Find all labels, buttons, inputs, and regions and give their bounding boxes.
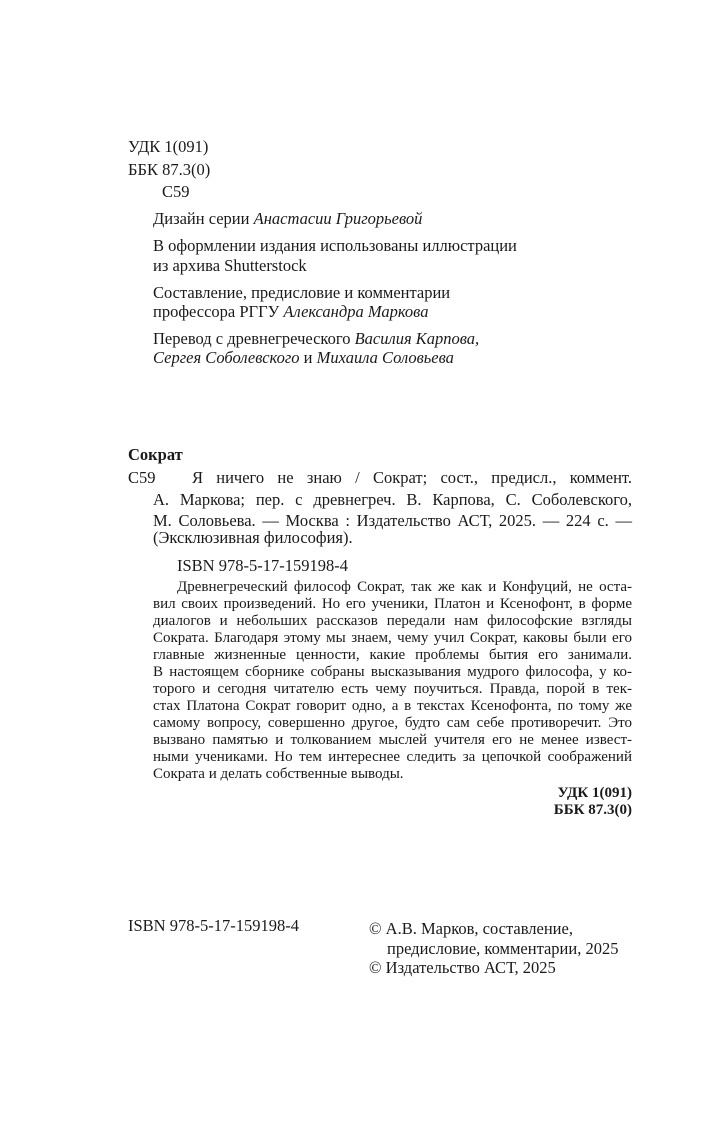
compiled-prefix: профессора РГГУ — [153, 302, 284, 321]
compiled-line-1: Составление, предисловие и комментарии — [153, 283, 451, 302]
catalog-entry-line-1: Я ничего не знаю / Сократ; сост., предисл., коммент. — [192, 468, 632, 487]
compiled-line-2 — [153, 302, 428, 322]
author-sign-header: С59 — [162, 182, 190, 201]
catalog-udk: УДК 1(091) — [557, 785, 632, 801]
design-name: Анастасии Григорьевой — [253, 209, 423, 228]
annotation-line-1: Древнегреческий философ Сократ, так же как и Конфуций, не оста- — [177, 579, 632, 595]
translation-and: и — [299, 348, 317, 367]
annotation-line-9: самому вопросу, совершенно другое, будто сам себе противоречит. Это — [153, 715, 632, 731]
annotation-line-7: торого и сегодня читателю есть чему поучиться. Правда, порой в тек- — [153, 681, 632, 697]
translation-line-1 — [153, 329, 479, 349]
annotation-line-11: ными учениками. Но тем интереснее следить за цепочкой соображений — [153, 749, 632, 765]
bbk-header: ББК 87.3(0) — [128, 160, 211, 179]
catalog-entry-line-3: М. Соловьева. — Москва : Издательство АСТ, 2025. — 224 с. — — [153, 511, 632, 530]
compiler-name: Александра Маркова — [283, 302, 429, 321]
annotation-line-6: В настоящем сборнике собраны высказывания мудрого философа, у ко- — [153, 664, 632, 680]
annotation-line-8: стах Платона Сократ говорит одно, а в текстах Ксенофонта, по тому же — [153, 698, 632, 714]
translation-prefix: Перевод с древнегреческого — [153, 329, 355, 348]
catalog-entry-line-4: (Эксклюзивная философия). — [153, 528, 353, 547]
copyright-compiler-line-1: © А.В. Марков, составление, — [369, 919, 573, 938]
catalog-entry-line-2: А. Маркова; пер. с древнегреч. В. Карпова, С. Соболевского, — [153, 490, 632, 509]
translator-name-2: Сергея Соболевского — [153, 348, 300, 367]
translator-name-3: Михаила Соловьева — [316, 348, 454, 367]
annotation-line-5: главные жизненные ценности, какие проблемы бытия его занимали. — [153, 647, 632, 663]
annotation-line-2: вил своих произведений. Но его ученики, Платон и Ксенофонт, в форме — [153, 596, 632, 612]
catalog-heading: Сократ — [128, 445, 183, 464]
annotation-line-12: Сократа и делать собственные выводы. — [153, 766, 404, 782]
catalog-bbk: ББК 87.3(0) — [553, 802, 632, 818]
copyright-publisher: © Издательство АСТ, 2025 — [369, 958, 556, 977]
design-credit — [153, 209, 422, 229]
catalog-isbn: ISBN 978-5-17-159198-4 — [177, 556, 348, 575]
translation-line-2 — [153, 348, 454, 368]
illustrations-line-1: В оформлении издания использованы иллюстрации — [153, 236, 517, 255]
copyright-compiler-line-2: предисловие, комментарии, 2025 — [387, 939, 619, 958]
annotation-line-10: вызвано памятью и толкованием мыслей учителя его не менее извест- — [153, 732, 632, 748]
translator-name-1: Василия Карпова, — [354, 329, 480, 348]
design-prefix: Дизайн серии — [153, 209, 254, 228]
catalog-sign: С59 — [128, 468, 156, 487]
annotation-line-4: Сократа. Благодаря этому мы знаем, чему учил Сократ, каковы были его — [153, 630, 632, 646]
footer-isbn: ISBN 978-5-17-159198-4 — [128, 916, 299, 935]
udk-header: УДК 1(091) — [128, 137, 209, 156]
illustrations-line-2: из архива Shutterstock — [153, 256, 307, 275]
annotation-line-3: диалогов и небольших рассказов передали нам философские взгляды — [153, 613, 632, 629]
